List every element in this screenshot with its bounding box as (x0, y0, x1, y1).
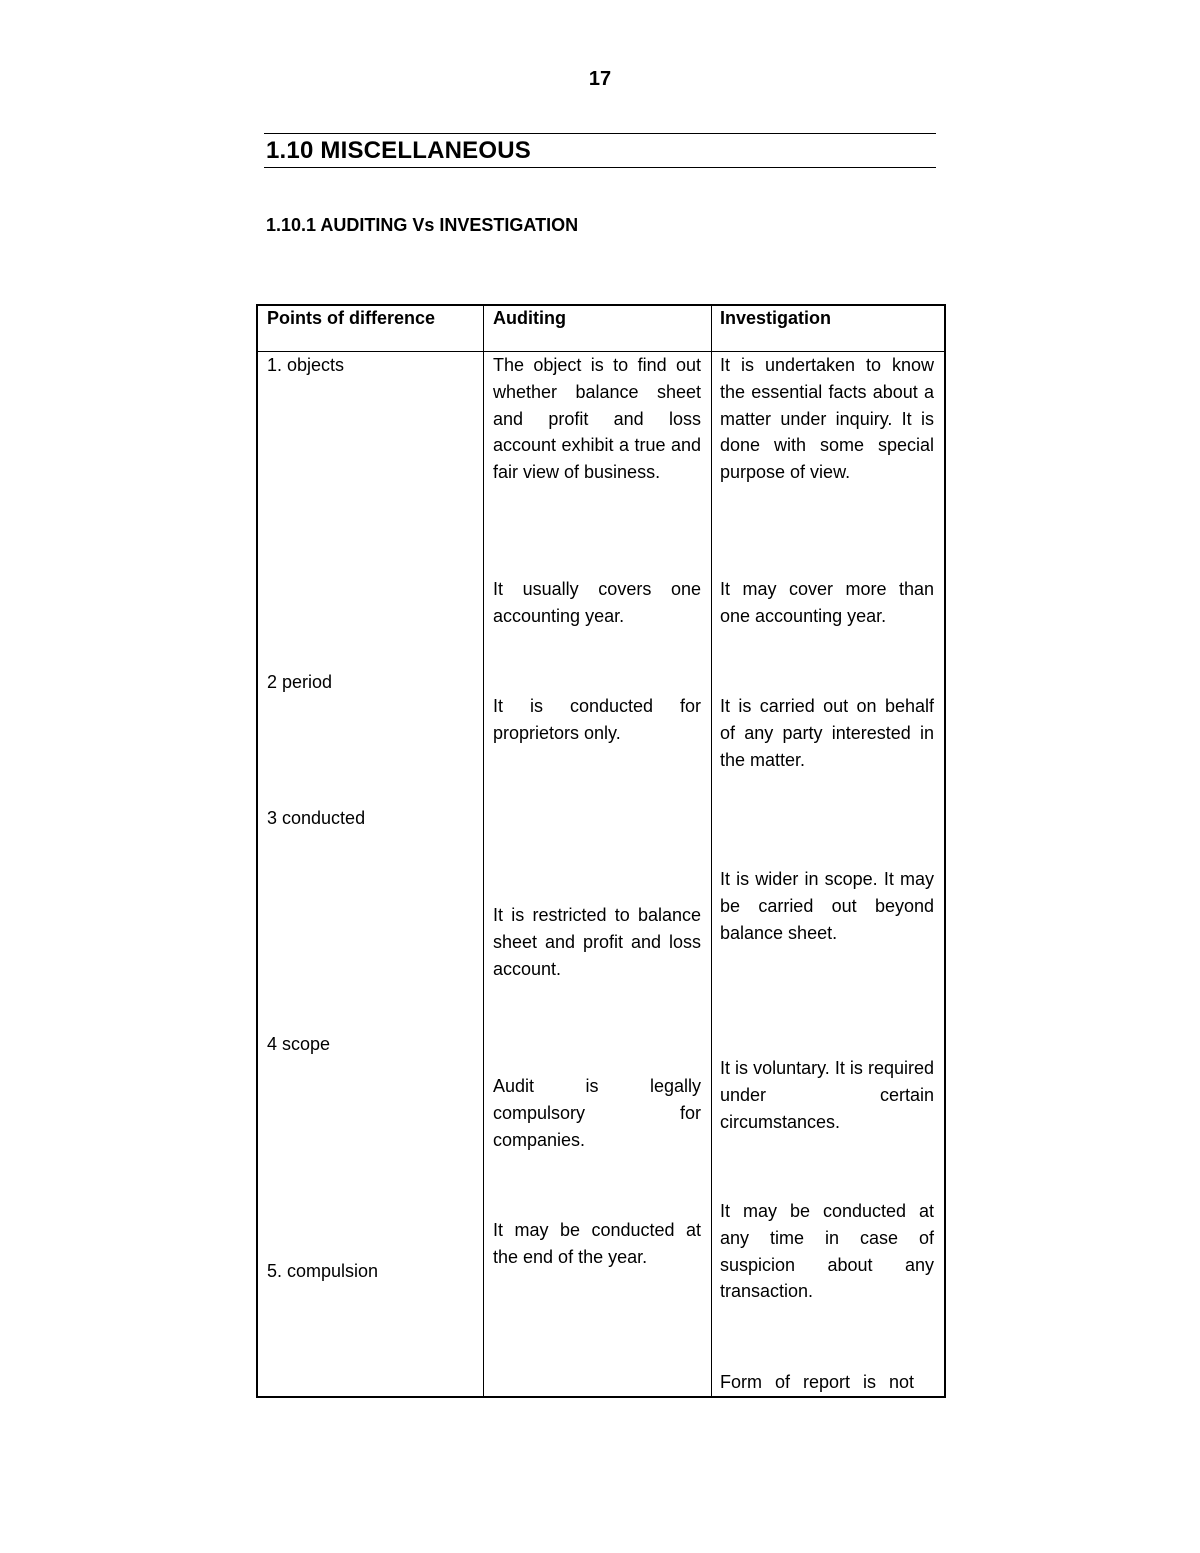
auditing-conducted: It is conducted for proprietors only. (493, 696, 701, 743)
page-number: 17 (588, 68, 612, 90)
auditing-compulsion: Audit is legally compulsory for companies. (493, 1076, 701, 1150)
column-divider (483, 306, 484, 1396)
investigation-scope: It is wider in scope. It may be carried out beyond balance sheet. (720, 869, 934, 943)
subsection-title: 1.10.1 AUDITING Vs INVESTIGATION (266, 215, 579, 235)
header-investigation: Investigation (720, 308, 832, 328)
point-compulsion: 5. compulsion (267, 1261, 379, 1281)
investigation-compulsion: It is voluntary. It is required under certain circumstances. (720, 1058, 934, 1132)
investigation-period: It may cover more than one accounting year. (720, 579, 934, 626)
comparison-table (256, 304, 946, 1398)
investigation-objects: It is undertaken to know the essential facts about a matter under inquiry. It is done with some special purpose of view. (720, 355, 934, 483)
header-auditing: Auditing (493, 308, 566, 328)
investigation-timing: It may be conducted at any time in case of suspicion about any transaction. (720, 1201, 934, 1302)
auditing-objects: The object is to find out whether balance sheet and profit and loss account exhibit a true and fair view of business. (493, 355, 701, 483)
auditing-period: It usually covers one accounting year. (493, 579, 701, 626)
section-title-bottom-rule (264, 167, 936, 168)
auditing-timing: It may be conducted at the end of the year. (493, 1220, 701, 1267)
column-divider (711, 306, 712, 1396)
investigation-report: Form of report is not (720, 1372, 915, 1392)
section-title: 1.10 MISCELLANEOUS (266, 137, 531, 164)
point-conducted: 3 conducted (267, 808, 366, 828)
point-scope: 4 scope (267, 1034, 331, 1054)
investigation-conducted: It is carried out on behalf of any party interested in the matter. (720, 696, 934, 770)
point-period: 2 period (267, 672, 333, 692)
auditing-scope: It is restricted to balance sheet and profit and loss account. (493, 905, 701, 979)
header-points-of-difference: Points of difference (267, 308, 436, 328)
point-objects: 1. objects (267, 355, 345, 375)
section-title-top-rule (264, 133, 936, 134)
